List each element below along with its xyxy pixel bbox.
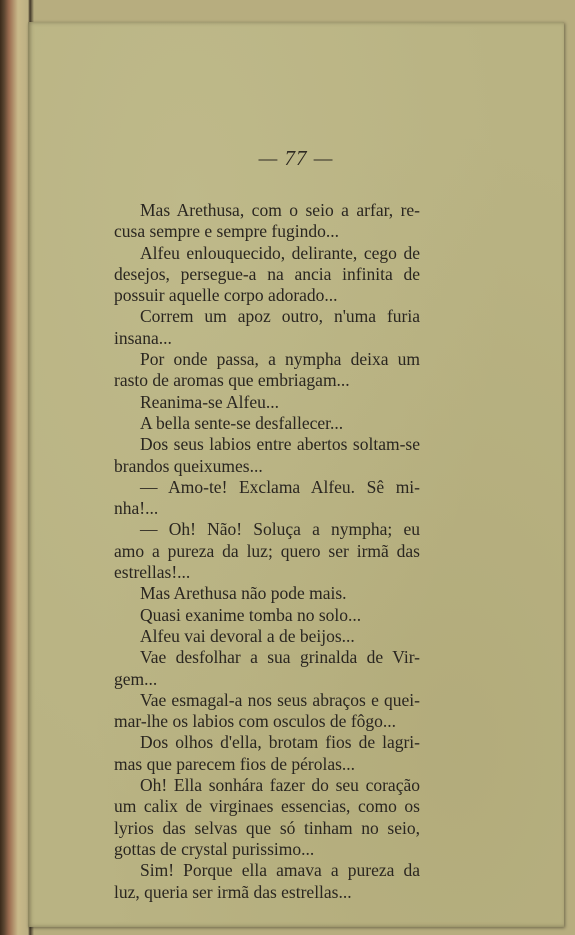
- text-line: Vae esmagal-a nos seus abraços e quei-: [140, 689, 420, 710]
- text-line: desejos, persegue-a na ancia infinita de: [114, 263, 420, 284]
- text-line: Quasi exanime tomba no solo...: [140, 604, 362, 625]
- body-text: [114, 200, 420, 903]
- page-number: — 77 —: [258, 146, 334, 170]
- text-line: Dos seus labios entre abertos soltam-se: [140, 434, 420, 455]
- text-line: mar-lhe os labios com osculos de fôgo...: [114, 711, 397, 732]
- text-line: A bella sente-se desfallecer...: [140, 412, 344, 433]
- text-line: Reanima-se Alfeu...: [140, 391, 279, 412]
- text-line: Sim! Porque ella amava a pureza da: [140, 860, 420, 881]
- text-line: cusa sempre e sempre fugindo...: [114, 221, 339, 242]
- text-line: — Oh! Não! Soluça a nympha; eu: [140, 519, 420, 540]
- text-line: estrellas!...: [114, 562, 191, 583]
- text-line: — Amo-te! Exclama Alfeu. Sê mi-: [140, 476, 420, 497]
- text-line: Dos olhos d'ella, brotam fios de lagri-: [140, 732, 420, 753]
- text-line: mas que parecem fios de pérolas...: [114, 753, 356, 774]
- text-line: brandos queixumes...: [114, 455, 263, 476]
- text-line: insana...: [114, 327, 172, 348]
- text-line: possuir aquelle corpo adorado...: [114, 285, 338, 306]
- text-line: nha!...: [114, 498, 159, 519]
- text-line: rasto de aromas que embriagam...: [114, 370, 350, 391]
- text-line: Correm um apoz outro, n'uma furia: [140, 306, 420, 327]
- book-page: [28, 22, 564, 927]
- text-line: Por onde passa, a nympha deixa um: [140, 349, 420, 370]
- text-line: gem...: [114, 668, 158, 689]
- text-line: Mas Arethusa não pode mais.: [140, 583, 347, 604]
- text-line: Oh! Ella sonhára fazer do seu coração: [140, 775, 420, 796]
- text-line: Mas Arethusa, com o seio a arfar, re-: [140, 200, 420, 220]
- text-line: lyrios das selvas que só tinham no seio,: [114, 817, 420, 838]
- text-line: Alfeu enlouquecido, delirante, cego de: [140, 242, 420, 263]
- text-line: Alfeu vai devoral a de beijos...: [140, 625, 355, 646]
- text-line: um calix de virginaes essencias, como os: [114, 796, 420, 817]
- text-line: gottas de crystal purissimo...: [114, 838, 315, 859]
- text-line: amo a pureza da luz; quero ser irmã das: [114, 540, 420, 561]
- text-line: luz, queria ser irmã das estrellas...: [114, 881, 352, 902]
- text-line: Vae desfolhar a sua grinalda de Vir-: [140, 647, 420, 668]
